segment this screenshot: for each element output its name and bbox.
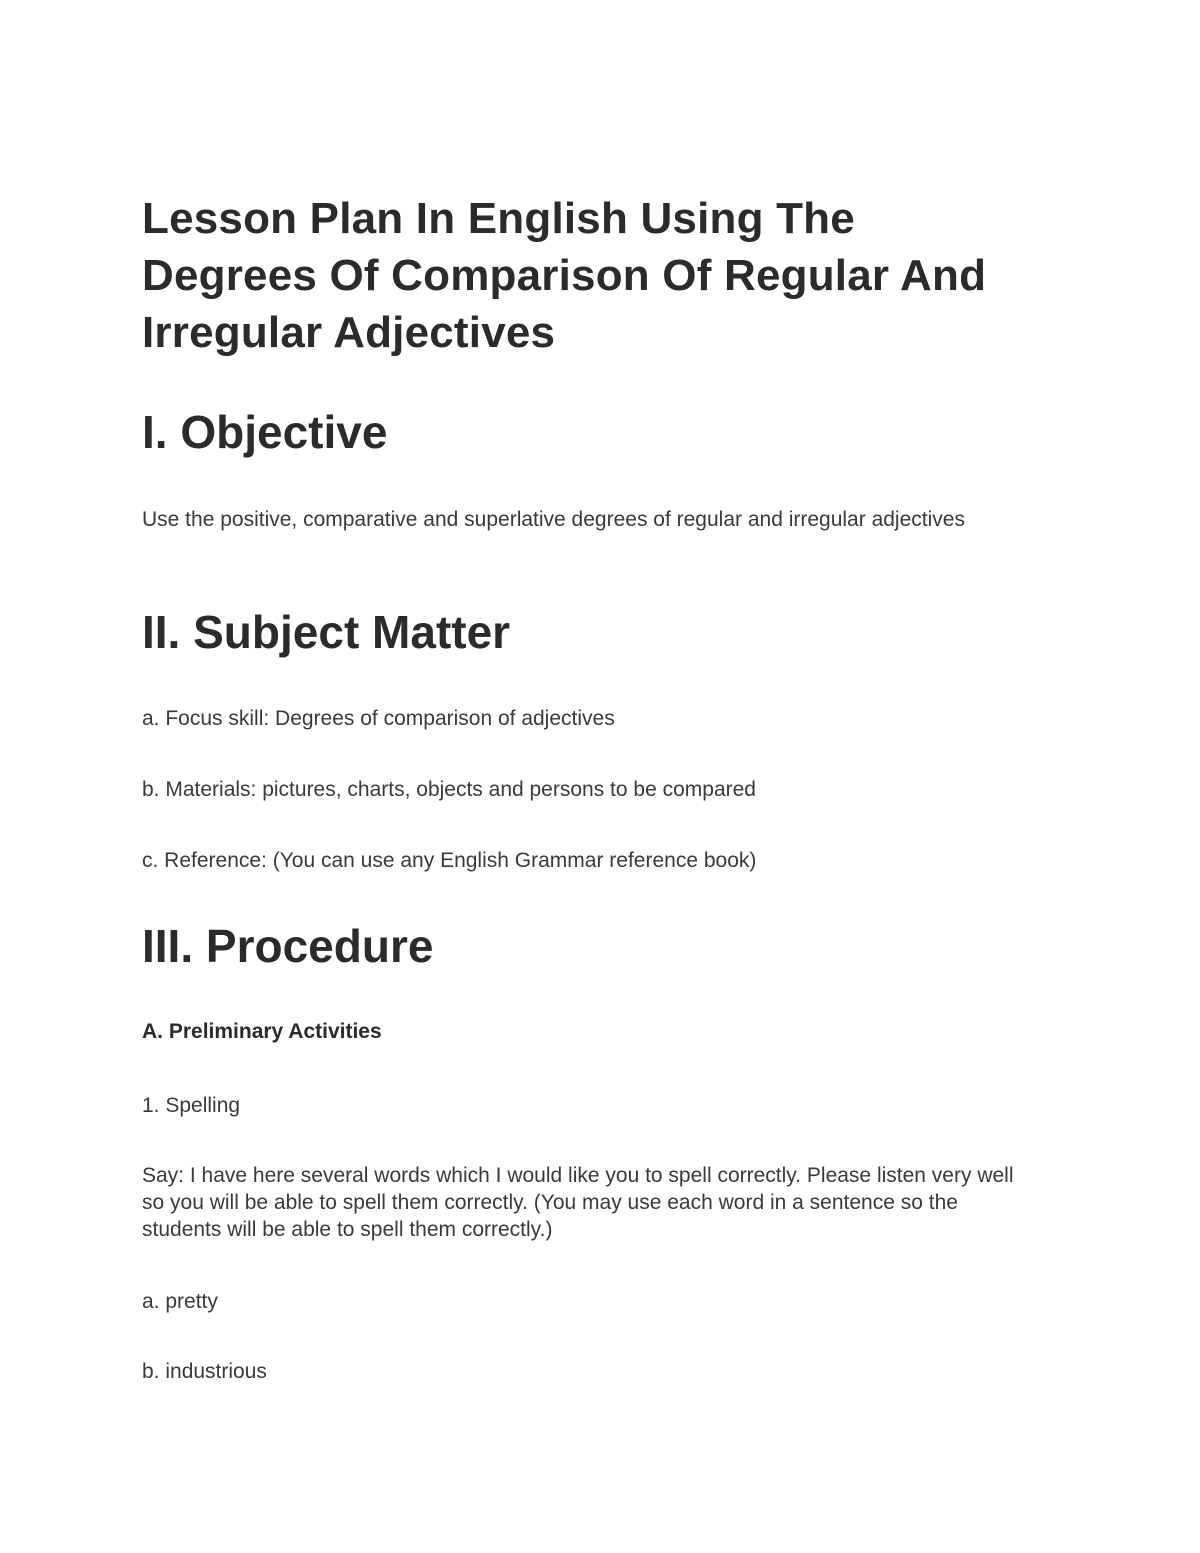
subject-item-reference: c. Reference: (You can use any English Grammar reference book) (142, 849, 757, 872)
spelling-step: 1. Spelling (142, 1094, 241, 1117)
say-instruction: Say: I have here several words which I would like you to spell correctly. Please listen very well so you will be able to spell them correctly. (You may use each word in a sentence so the students will be able to spell them correctly.) (142, 1164, 1014, 1241)
document-title: Lesson Plan In English Using The Degrees Of Comparison Of Regular And Irregular Adjectives (142, 194, 987, 357)
objective-heading: I. Objective (142, 406, 388, 458)
document-page (142, 0, 1042, 1553)
word-item-pretty: a. pretty (142, 1290, 218, 1313)
subject-matter-heading: II. Subject Matter (142, 606, 511, 658)
objective-text: Use the positive, comparative and superlative degrees of regular and irregular adjectives (142, 508, 965, 531)
subject-item-materials: b. Materials: pictures, charts, objects and persons to be compared (142, 778, 756, 801)
preliminary-activities-heading: A. Preliminary Activities (142, 1020, 382, 1043)
word-item-industrious: b. industrious (142, 1360, 267, 1383)
procedure-heading: III. Procedure (142, 920, 434, 972)
subject-item-focus-skill: a. Focus skill: Degrees of comparison of adjectives (142, 707, 615, 730)
